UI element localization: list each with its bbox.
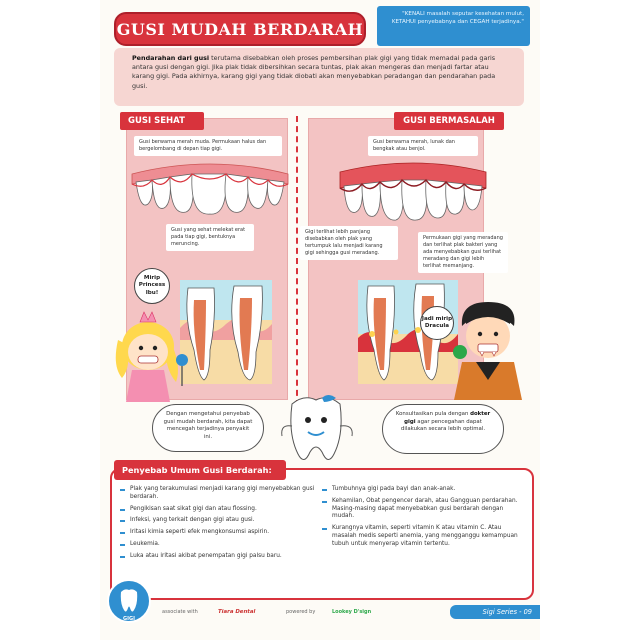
intro-box — [114, 48, 524, 106]
problem-note-top: Gusi berwarna merah, lunak dan bengkak atau benjol. — [368, 136, 478, 156]
cause-item: Pengikisan saat sikat gigi dan atau flossing. — [120, 506, 315, 514]
causes-title: Penyebab Umum Gusi Berdarah: — [114, 460, 286, 480]
problem-label: GUSI BERMASALAH — [394, 112, 504, 130]
dracula-speech-bubble: Jadi mirip Dracula — [420, 306, 454, 340]
problem-note-right: Permukaan gigi yang meradang dan terlihat plak bakteri yang ada menyebabkan gusi terlihat meradang dan gigi lebih terlihat memanjang. — [418, 232, 508, 273]
causes-left-list — [120, 486, 315, 565]
princess-character — [112, 306, 194, 406]
princess-speech-bubble: Mirip Princess Ibu! — [134, 268, 170, 304]
gigi-logo — [106, 578, 152, 624]
title-banner — [114, 12, 366, 46]
cause-item: Luka atau iritasi akibat penempatan gigi palsu baru. — [120, 553, 315, 561]
quote-box — [377, 6, 530, 46]
tooth-mascot — [278, 394, 364, 470]
dracula-character — [452, 296, 532, 402]
logo-text: GIGI — [123, 616, 135, 622]
problem-note-left: Gigi terlihat lebih panjang disebabkan oleh plak yang tertumpuk lalu menjadi karang gigi sehingga gusi meradang. — [300, 226, 398, 260]
cause-item: Kehamilan, Obat pengencer darah, atau Gangguan perdarahan. Masing-masing dapat menyebabkan gusi berdarah dengan mudah. — [322, 498, 522, 521]
cause-item: Leukemia. — [120, 541, 315, 549]
speech-right-post: agar pencegahan dapat dilakukan secara lebih optimal. — [400, 418, 486, 433]
speech-bubble-left: Dengan mengetahui penyebab gusi mudah berdarah, kita dapat mencegah terjadinya penyakit ini. — [152, 404, 264, 452]
healthy-teeth-illustration — [130, 160, 290, 216]
agency-text: Lookey D'sign — [332, 609, 372, 615]
intro-lead: Pendarahan dari gusi — [132, 54, 210, 62]
cause-item: Tumbuhnya gigi pada bayi dan anak-anak. — [322, 486, 522, 494]
quote-text: "KENALI masalah seputar kesehatan mulut, KETAHUI penyebabnya dan CEGAH terjadinya." — [391, 11, 524, 25]
healthy-label: GUSI SEHAT — [120, 112, 204, 130]
poster — [100, 0, 540, 640]
healthy-note-mid: Gusi yang sehat melekat erat pada tiap gigi, bentuknya meruncing. — [166, 224, 254, 251]
cause-item: Plak yang terakumulasi menjadi karang gigi menyebabkan gusi berdarah. — [120, 486, 315, 502]
powered-text: powered by — [286, 609, 316, 615]
panel-divider — [296, 116, 298, 406]
cause-item: Kurangnya vitamin, seperti vitamin K atau vitamin C. Atau masalah medis seperti anemia, yang mengganggu kemampuan tubuh untuk menyerap vitamin tertentu. — [322, 525, 522, 548]
speech-right-bold: dokter gigi — [404, 411, 491, 425]
cause-item: Infeksi, yang terkait dengan gigi atau gusi. — [120, 517, 315, 525]
associate-text: associate with — [162, 609, 198, 615]
footer — [100, 604, 540, 620]
healthy-note-top: Gusi berwarna merah muda. Permukaan halus dan bergelombang di depan tiap gigi. — [134, 136, 282, 156]
cause-item: Iritasi kimia seperti efek mengkonsumsi aspirin. — [120, 529, 315, 537]
intro-text: terutama disebabkan oleh proses pembersihan plak gigi yang tidak memadai pada garis antara gusi dengan gigi. Jika plak tidak dibersihkan secara tuntas, plak akan mengeras dan menjadi fartar atau karang gigi. Pada akhirnya, karang gigi yang tidak diobati akan menyebabkan peradangan dan pendarahan pada gusi. — [132, 54, 496, 90]
speech-right-pre: Konsultasikan pula dengan — [395, 411, 471, 417]
speech-bubble-right — [382, 404, 504, 454]
series-label: Sigi Series - 09 — [450, 605, 540, 619]
problem-teeth-illustration — [338, 160, 488, 222]
page-title: GUSI MUDAH BERDARAH — [116, 19, 364, 39]
intro-paragraph — [132, 54, 506, 91]
brand-text: Tiara Dental — [218, 609, 256, 615]
causes-right-list — [322, 486, 522, 553]
